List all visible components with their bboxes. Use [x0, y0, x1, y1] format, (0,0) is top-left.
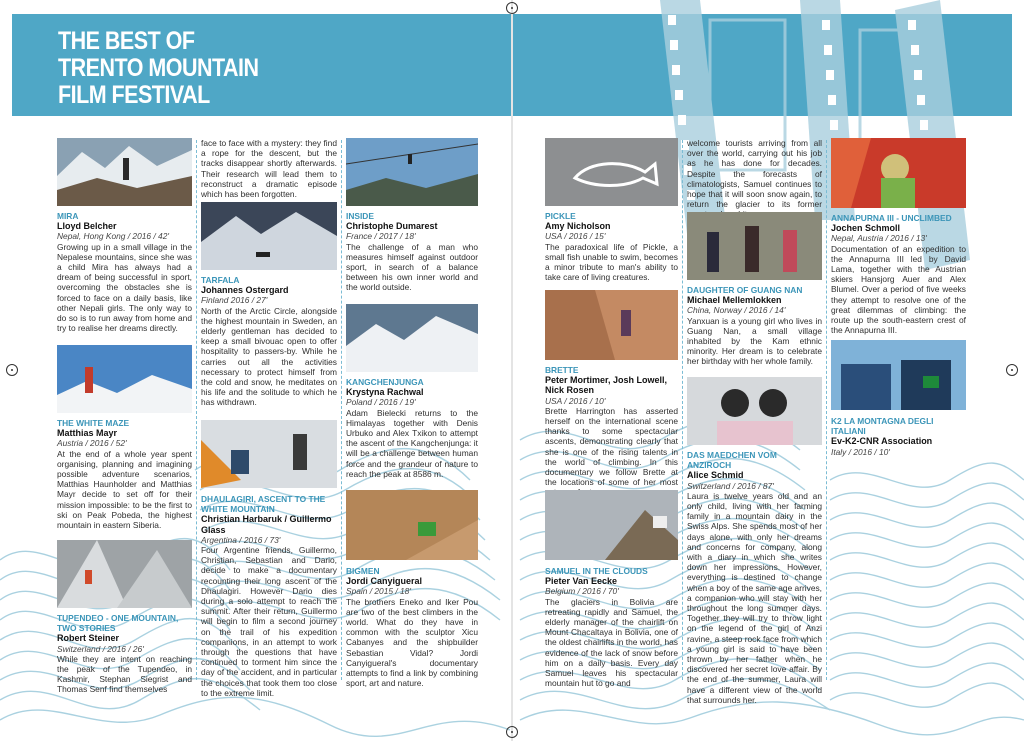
film-title: SAMUEL IN THE CLOUDS [545, 566, 648, 576]
film-meta: Finland 2016 / 27' [201, 295, 268, 306]
film-synopsis: Documentation of an expedition to the Annapurna III led by David Lama, together with the Austrian skiers Hansjorg Auer and Alex Blumel. Over a period of five weeks they attempt to resolve one of the great dilemmas of climbing: the route up the south-eastern crest of the Annapurna III. [831, 243, 966, 336]
registration-mark-left [6, 364, 18, 376]
film-director: Lloyd Belcher [57, 221, 117, 232]
column-divider [826, 140, 827, 680]
film-card [57, 418, 192, 530]
page-gutter [511, 0, 513, 741]
film-synopsis: Adam Bielecki returns to the Himalayas together with Denis Urbuko and Alex Txikon to attempt the ascent of the Kangchenjunga: it will be a challenge between human force and the grandeur of nature to reach the peak at 8586 m. [346, 407, 478, 479]
film-card [346, 566, 478, 688]
film-synopsis: face to face with a mystery: they find a rope for the descent, but the tracks disappear shortly afterwards. Their research will lead them to reconstruct a dramatic episode which has been forgotten. [201, 138, 337, 200]
film-meta: Argentina / 2016 / 73' [201, 534, 281, 545]
film-title: DHAULAGIRI, ASCENT TO THE WHITE MOUNTAIN [201, 494, 326, 515]
photo-pickle [545, 138, 678, 206]
film-card-continuation [201, 138, 337, 199]
film-card [201, 494, 337, 698]
photo-kangchenjunga [346, 304, 478, 372]
film-title: TUPENDEO - ONE MOUNTAIN, TWO STORIES [57, 613, 179, 634]
photo-brette [545, 290, 678, 360]
film-director: Michael Mellemlokken [687, 295, 782, 306]
film-synopsis: The challenge of a man who measures himself against outdoor sport, in search of a balance between his own inner world and the world outside. [346, 241, 478, 293]
film-synopsis: Four Argentine friends, Guillermo, Christian, Sebastian and Dario, decide to make a documentary recounting their long ascent of the Dhaulagiri. However Dario dies during a solo attempt to reach the summit. After their return, Guillermo will begin to film a second journey on the trail of his expedition companions, in an attempt to work through the questions that have continued to torment him since the day of the accident, and in particular the choices that took them too close to the extreme limit. [201, 545, 337, 698]
photo-mira [57, 138, 192, 206]
film-title: INSIDE [346, 211, 374, 221]
film-card [57, 211, 192, 333]
film-director: Peter Mortimer, Josh Lowell, Nick Rosen [545, 375, 668, 396]
film-synopsis: The brothers Eneko and Iker Pou are two of the best climbers in the world. What do they have in common with the sculptor Xicu Cabanyes and the shipbuilder Sebastian Vidal? Jordi Canyigueral's documentary attempts to find a link by combining sport, art and nature. [346, 596, 478, 689]
photo-tupendeo [57, 540, 192, 608]
film-meta: USA / 2016 / 15' [545, 231, 606, 242]
film-director: Johannes Ostergard [201, 285, 289, 296]
film-meta: USA / 2016 / 10' [545, 395, 606, 406]
film-card [57, 613, 192, 695]
film-director: Pieter Van Eecke [545, 576, 618, 587]
film-director: Matthias Mayr [57, 428, 118, 439]
registration-mark-top [506, 2, 518, 14]
film-synopsis: welcome tourists arriving from all over the world, carrying out his job as he has done for decades. Despite the forecasts of climatologists, Samuel continues to hope that it will soon snow again, to return the glacier to its former [687, 138, 822, 210]
photo-annapurna-iii [831, 138, 966, 208]
film-synopsis: Brette Harrington has asserted herself on the international scene thanks to some spectacular ascents, demonstrating clearly that she is one of the rising talents in the world of climbing. In this documentary we follow Brette at the locations of some of her most [545, 405, 678, 488]
film-director: Christophe Dumarest [346, 221, 438, 232]
film-title: PICKLE [545, 211, 576, 221]
photo-tarfala [201, 202, 337, 270]
film-meta: Austria / 2016 / 52' [57, 438, 127, 449]
film-card [831, 416, 966, 457]
film-title: BIGMEN [346, 566, 380, 576]
film-director: Alice Schmid [687, 470, 744, 481]
film-title: KANGCHENJUNGA [346, 377, 424, 387]
photo-dhaulagiri [201, 420, 337, 488]
film-meta: Poland / 2016 / 19' [346, 397, 416, 408]
photo-k2 [831, 340, 966, 410]
film-card [687, 285, 822, 367]
film-synopsis: Laura is twelve years old and an only child, living with her farming family in a mountain dairy in the Swiss Alps. She spends most of her days alone, with only her dreams and concerns for company, along with a diary in which she writes down her impressions. However, everything is destined to change when a boy of the same age arrives, a companion who will stay with her throughout the long summer days. Together they will try to throw light on the legend of the girl of Anzi ravine, a steep rock face from which a young girl is said to have been thrown by her father when he discovered her secret love affair. By the end of the summer, Laura will have a different view of the world that surrounds her. [687, 490, 823, 705]
film-synopsis: The paradoxical life of Pickle, a small fish unable to swim, becomes a minor tribute to man's ability to take care of living creatures. [545, 241, 678, 283]
film-meta: France / 2017 / 18' [346, 231, 416, 242]
film-meta: China, Norway / 2016 / 14' [687, 305, 786, 316]
film-title: MIRA [57, 211, 79, 221]
film-synopsis: Growing up in a small village in the Nepalese mountains, since she was a child Mira has always had a dream of being successful in sport, overcoming the obstacles she is forced to face on a daily basis, like other Nepali girls. The only way to do so is to run away from home and try to realise her dreams directly. [57, 241, 192, 334]
film-meta: Switzerland / 2016 / 87' [687, 480, 774, 491]
film-meta: Nepal, Hong Kong / 2016 / 42' [57, 231, 169, 242]
film-title: ANNAPURNA III - UNCLIMBED [831, 213, 952, 223]
title-line-1: THE BEST OF [58, 27, 195, 55]
film-director: Christian Harbaruk / Guillermo Glass [201, 514, 332, 535]
film-meta: Spain / 2015 / 18' [346, 586, 411, 597]
page-title [58, 28, 282, 109]
film-card [346, 377, 478, 479]
film-card-continuation [687, 138, 822, 220]
film-title: K2 LA MONTAGNA DEGLI ITALIANI [831, 416, 934, 437]
film-synopsis: At the end of a whole year spent organising, planning and imagining possible adventure scenarios, Matthias Haunholder and Matthias Mayr decide to set off for their mission impossible: to be the first to ski on Peak Pobeda, the highest mountain in eastern Siberia. [57, 448, 192, 531]
film-meta: Belgium / 2016 / 70' [545, 586, 619, 597]
film-card [545, 211, 678, 282]
film-director: Amy Nicholson [545, 221, 611, 232]
registration-mark-bottom [506, 726, 518, 738]
registration-mark-right [1006, 364, 1018, 376]
film-director: Krystyna Rachwal [346, 387, 424, 398]
column-divider [196, 140, 197, 680]
film-director: Robert Steiner [57, 633, 120, 644]
film-card [545, 566, 678, 688]
film-director: Ev-K2-CNR Association [831, 436, 933, 447]
film-card [545, 365, 678, 498]
film-meta: Nepal, Austria / 2016 / 13' [831, 233, 927, 244]
film-synopsis: Yanxuan is a young girl who lives in Guang Nan, a small village inhabited by the Kam ethnic minority. Her dream is to celebrate her birthday with her whole family. [687, 315, 822, 367]
film-card [201, 275, 337, 408]
film-title: TARFALA [201, 275, 240, 285]
film-meta: Italy / 2016 / 10' [831, 446, 890, 457]
photo-samuel-in-the-clouds [545, 490, 678, 560]
photo-inside [346, 138, 478, 206]
film-synopsis: North of the Arctic Circle, alongside the highest mountain in Sweden, an elderly gentleman has decided to keep a small bivouac open to offer hospitality to passers-by. While he carries out all the activities necessary to protect himself from the cold and snow, he meditates on his life and the solitude to which he has withdrawn. [201, 305, 337, 408]
film-title: DAUGHTER OF GUANG NAN [687, 285, 803, 295]
film-title: THE WHITE MAZE [57, 418, 130, 428]
photo-daughter-of-guang-nan [687, 212, 822, 280]
photo-das-maedchen-vom-anziloch [687, 377, 822, 445]
title-line-3: FILM FESTIVAL [58, 81, 210, 109]
film-card [346, 211, 478, 293]
film-title: DAS MAEDCHEN VOM ANZIROCH [687, 450, 777, 471]
film-title: BRETTE [545, 365, 579, 375]
column-divider [341, 140, 342, 680]
column-divider [682, 140, 683, 680]
film-card [687, 450, 822, 705]
film-meta: Switzerland / 2016 / 26' [57, 643, 144, 654]
film-synopsis: The glaciers in Bolivia are retreating rapidly and Samuel, the elderly manager of the chairlift on Mount Chacaltaya in Bolivia, one of the oldest chairlifts in the world, has evidence of the lack of snow before him on a daily basis. Every day Samuel leaves his spectacular mountain hut to go and [545, 596, 678, 689]
photo-white-maze [57, 345, 192, 413]
title-line-2: TRENTO MOUNTAIN [58, 54, 259, 82]
photo-bigmen [346, 490, 478, 560]
film-card [831, 213, 966, 335]
film-synopsis: While they are intent on reaching the peak of the Tupendeo, in Kashmir, Stephan Siegrist and Thomas Senf find themselves [57, 653, 192, 695]
film-director: Jochen Schmoll [831, 223, 901, 234]
film-director: Jordi Canyigueral [346, 576, 423, 587]
